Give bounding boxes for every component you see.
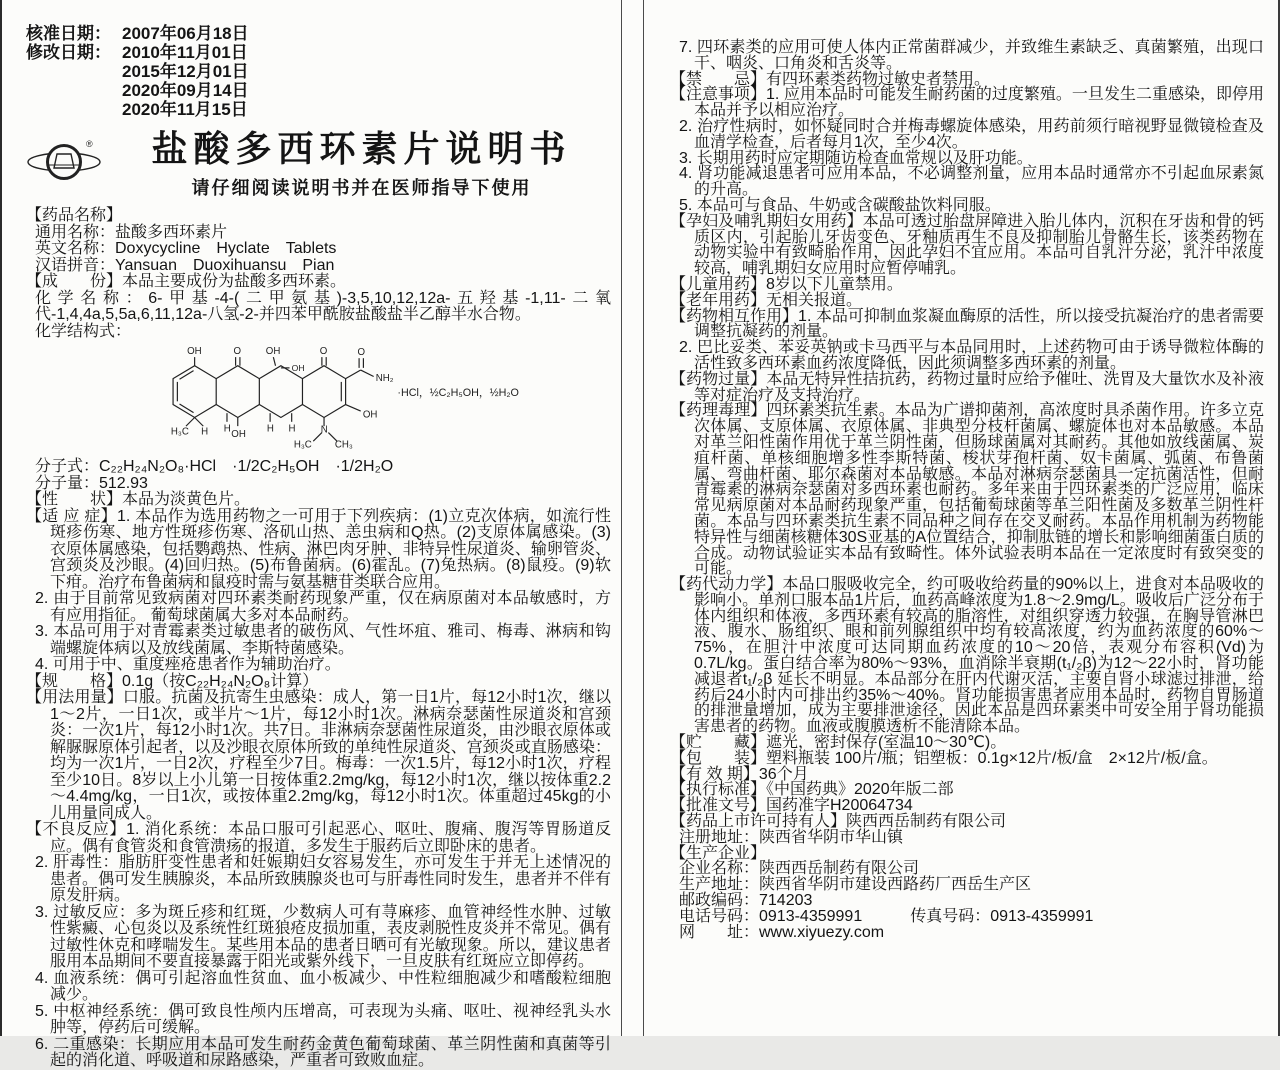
paragraph: 通用名称：盐酸多西环素片 <box>35 223 228 241</box>
paragraph: 【药物相互作用】1. 本品可抑制血浆凝血酶原的活性，所以接受抗凝治疗的患者需要调整抗凝药的剂量。 <box>670 307 1264 341</box>
paragraph: 6. 二重感染：长期应用本品可发生耐药金黄色葡萄球菌、革兰阴性菌和真菌等引起的消化道、呼吸道和尿路感染，严重者可致败血症。 <box>35 1035 611 1069</box>
atom-label: OH <box>265 345 281 357</box>
paragraph: 3. 长期用药时应定期随访检查血常规以及肝功能。 <box>679 149 1033 167</box>
paragraph: 2. 由于目前常见致病菌对四环素类耐药现象严重，仅在病原菌对本品敏感时，方有应用指征。 葡萄球菌属大多对本品耐药。 <box>35 590 611 624</box>
paragraph: 【孕妇及哺乳期妇女用药】本品可透过胎盘屏障进入胎儿体内，沉积在牙齿和骨的钙质区内，引起胎儿牙齿变色、牙釉质再生不良及抑制胎儿骨骼生长，该类药物在动物实验中有致畸胎作用，因此孕妇不宜应用。本品可自乳汁分泌，乳汁中浓度较高，哺乳期妇女应用时应暂停哺乳。 <box>670 212 1264 278</box>
revision-label: 修改日期： <box>26 43 111 62</box>
right-body <box>670 40 1264 940</box>
paragraph: 【有 效 期】36个月 <box>670 765 809 783</box>
atom-label: OH <box>187 345 202 357</box>
paragraph: 【老年用药】无相关报道。 <box>670 291 863 309</box>
paragraph: 注册地址：陕西省华阴市华山镇 <box>679 828 904 846</box>
paragraph: 【不良反应】1. 消化系统：本品口服可引起恶心、呕吐、腹痛、腹泻等胃肠道反应。偶有食管炎和食管溃疡的报道，多发生于服药后立即卧床的患者。 <box>26 821 611 855</box>
paragraph: 汉语拼音：Yansuan Duoxihuansu Pian <box>35 256 335 274</box>
paragraph: 【儿童用药】8岁以下儿童禁用。 <box>670 275 903 293</box>
revision-values <box>122 43 249 119</box>
atom-label: NH₂ <box>375 372 394 384</box>
revision-value: 2015年12月01日 <box>122 62 249 81</box>
paragraph: 化学名称：6-甲基-4-(二甲氨基)-3,5,10,12,12a-五羟基-1,11-二氧代-1,4,4a,5,5a,6,11,12a-八氢-2-并四苯甲酰胺盐酸盐半乙醇半水合物。 <box>35 289 611 323</box>
revision-value: 2020年09月14日 <box>122 81 249 100</box>
approval-date-row <box>26 24 611 43</box>
atom-label: OH <box>362 409 378 421</box>
paragraph: 【批准文号】国药准字H20064734 <box>670 797 913 815</box>
atom-label: N <box>320 424 328 436</box>
paragraph: 【包 装】塑料瓶装 100片/瓶；铝塑板：0.1g×12片/板/盒 2×12片/板/盒。 <box>670 749 1218 767</box>
paragraph: 【规 格】0.1g（按C₂₂H₂₄N₂O₈计算） <box>26 672 319 690</box>
revision-date-row <box>26 43 611 119</box>
paragraph: 【生产企业】 <box>670 844 767 862</box>
paragraph: 【注意事项】1. 应用本品时可能发生耐药菌的过度繁殖。一旦发生二重感染，即停用本品并予以相应治疗。 <box>670 86 1264 120</box>
paragraph: 【用法用量】口服。抗菌及抗寄生虫感染：成人，第一日1片，每12小时1次，继以1～2片，一日1次，或半片～1片，每12小时1次。淋病奈瑟菌性尿道炎和宫颈炎：一次1片，每12小时1次。共7日。非淋病奈瑟菌性尿道炎，由沙眼衣原体或解脲脲原体引起者，以及沙眼衣原体所致的单纯性尿道炎、宫颈炎或直肠感染：均为一次1片，一日2次，疗程至少7日。梅毒：一次1.5片，每12小时1次，疗程至少10日。8岁以上小儿第一日按体重2.2mg/kg，每12小时1次，继以按体重2.2～4.4mg/kg，一日1次，或按体重2.2mg/kg，每12小时1次。体重超过45kg的小儿用量同成人。 <box>26 689 611 822</box>
paragraph: 3. 过敏反应：多为斑丘疹和红斑，少数病人可有荨麻疹、血管神经性水肿、过敏性紫癜、心包炎以及系统性红斑狼疮皮损加重，表皮剥脱性皮炎并不常见。偶有过敏性休克和哮喘发生。某些用本品的患者日晒可有光敏现象。所以，建议患者服用本品期间不要直接暴露于阳光或紫外线下，一旦皮肤有红斑应立即停药。 <box>35 903 611 970</box>
paragraph: 分子量：512.93 <box>35 474 148 492</box>
atom-label: H₃C <box>293 439 312 451</box>
atom-label: H₃C <box>170 426 189 438</box>
atom-label: O <box>233 345 241 357</box>
paragraph: 2. 肝毒性：脂肪肝变性患者和妊娠期妇女容易发生，亦可发生于并无上述情况的患者。偶可发生胰腺炎，本品所致胰腺炎也可与肝毒性同时发生，患者并不伴有原发肝病。 <box>35 854 611 904</box>
paragraph: 4. 血液系统：偶可引起溶血性贫血、血小板减少、中性粒细胞减少和嗜酸粒细胞减少。 <box>35 969 611 1003</box>
paragraph: 5. 中枢神经系统：偶可致良性颅内压增高，可表现为头痛、呕吐、视神经乳头水肿等，停药后可缓解。 <box>35 1002 611 1036</box>
atom-label: H <box>201 426 209 438</box>
paragraph: 【药物过量】本品无特异性拮抗药，药物过量时应给予催吐、洗胃及大量饮水及补液等对症治疗及支持治疗。 <box>670 370 1264 404</box>
paragraph: 【药品名称】 <box>26 207 123 224</box>
paragraph: 企业名称：陕西西岳制药有限公司 <box>679 860 920 878</box>
approval-dates <box>26 24 611 119</box>
page-gutter <box>622 0 643 1036</box>
paragraph: 化学结构式： <box>35 322 132 340</box>
page-subtitle: 请仔细阅读说明书并在医师指导下使用 <box>191 178 532 198</box>
paragraph: 分子式：C₂₂H₂₄N₂O₈·HCl ·1/2C₂H₅OH ·1/2H₂O <box>35 458 394 475</box>
paragraph: 【适 应 症】1. 本品作为选用药物之一可用于下列疾病：(1)立克次体病，如流行性斑疹伤寒、地方性斑疹伤寒、洛矶山热、恙虫病和Q热。(2)支原体属感染。(3)衣原体属感染，包括鹦鹉热、性病、淋巴肉牙肿、非特异性尿道炎、输卵管炎、宫颈炎及沙眼。(4)回归热。(5)布鲁菌病。(6)霍乱。(7)兔热病。(8)鼠疫。(9)软下疳。治疗布鲁菌病和鼠疫时需与氨基糖苷类联合应用。 <box>26 507 611 591</box>
paragraph: 【执行标准】《中国药典》2020年版二部 <box>670 781 954 799</box>
paragraph: 【性 状】本品为淡黄色片。 <box>26 491 251 508</box>
paragraph: 【成 份】本品主要成份为盐酸多西环素。 <box>26 273 347 290</box>
page-right <box>643 0 1280 1036</box>
paragraph: 邮政编码：714203 <box>679 892 813 910</box>
page-left <box>0 0 622 1069</box>
atom-label: H <box>288 423 296 435</box>
paragraph: 【药品上市许可持有人】陕西西岳制药有限公司 <box>670 813 1007 831</box>
chemical-structure-diagram <box>156 342 611 457</box>
left-body-bottom <box>26 459 611 1070</box>
revision-value: 2020年11月15日 <box>122 100 248 119</box>
paragraph: 【药代动力学】本品口服吸收完全，约可吸收给药量的90%以上，进食对本品吸收的影响小。单剂口服本品1片后，血药高峰浓度为1.8～2.9mg/L。吸收后广泛分布于体内组织和体液，多西环素有较高的脂溶性，对组织穿透力较强，在胸导管淋巴液、腹水、肠组织、眼和前列腺组织中均有较高浓度，约为血药浓度的60%～75%，在胆汁中浓度可达同期血药浓度的10～20倍，表观分布容积(Vd)为0.7L/kg。蛋白结合率为80%～93%，血消除半衰期(t₁/₂β)为12～22小时，肾功能减退者t₁/₂β 延长不明显。本品部分在肝内代谢灭活，主要自肾小球滤过排泄，给药后24小时内可排出约35%～40%。肾功能损害患者应用本品时，药物自胃肠道的排泄量增加，成为主要排泄途径，因此本品是四环素类中可安全用于肾功能损害患者的药物。血液或腹膜透析不能清除本品。 <box>670 576 1264 736</box>
revision-value: 2010年11月01日 <box>122 43 248 62</box>
left-body-top <box>26 208 611 340</box>
registered-mark: ® <box>86 139 93 149</box>
title-row <box>26 127 611 200</box>
paragraph: 生产地址：陕西省华阴市建设西路药厂西岳生产区 <box>679 876 1032 894</box>
approval-label: 核准日期： <box>26 24 111 43</box>
paragraph: 电话号码：0913-4359991 传真号码：0913-4359991 <box>679 907 1094 925</box>
tetracycline-structure-icon <box>156 342 546 452</box>
atom-label: O <box>357 346 366 358</box>
saturn-logo-icon <box>26 135 108 187</box>
title-block <box>112 127 611 200</box>
paragraph: 【药理毒理】四环素类抗生素。本品为广谱抑菌剂，高浓度时具杀菌作用。许多立克次体属、支原体属、衣原体属、非典型分枝杆菌属、螺旋体也对本品敏感。本品对革兰阳性菌作用优于革兰阴性菌，但肠球菌属对其耐药。其他如放线菌属、炭疽杆菌、单核细胞增多性李斯特菌、梭状芽孢杆菌、奴卡菌属、弧菌、布鲁菌属、弯曲杆菌、耶尔森菌对本品敏感。本品对淋病奈瑟菌具一定抗菌活性，但耐青霉素的淋病奈瑟菌对多西环素也耐药。多年来由于四环素类的广泛应用，临床常见病原菌对本品耐药现象严重，包括葡萄球菌等革兰阳性菌及多数革兰阴性杆菌。本品与四环素类抗生素不同品种之间存在交叉耐药。本品作用机制为药物能特异性与细菌核糖体30S亚基的A位置结合，抑制肽链的增长和影响细菌蛋白质的合成。动物试验证实本品有致畸性。体外试验表明本品在一定浓度时有致突变的可能。 <box>670 402 1264 578</box>
paragraph: 2. 巴比妥类、苯妥英钠或卡马西平与本品同用时，上述药物可由于诱导微粒体酶的活性致多西环素血药浓度降低，因此须调整多西环素的剂量。 <box>679 339 1264 372</box>
paragraph: 2. 治疗性病时，如怀疑同时合并梅毒螺旋体感染，用药前须行暗视野显微镜检查及血清学检查，后者每月1次，至少4次。 <box>679 117 1264 151</box>
xiyue-brand-logo <box>26 135 112 192</box>
atom-label: H <box>266 423 274 435</box>
paragraph: 网 址：www.xiyuezy.com <box>679 923 885 941</box>
atom-label: OH <box>291 363 305 374</box>
paragraph: 3. 本品可用于对青霉素类过敏患者的破伤风、气性坏疽、雅司、梅毒、淋病和钩端螺旋体病以及放线菌属、李斯特菌感染。 <box>35 623 611 657</box>
atom-label: O <box>319 345 328 357</box>
paragraph: 【禁 忌】有四环素类药物过敏史者禁用。 <box>670 70 991 88</box>
paragraph: 5. 本品可与食品、牛奶或含碳酸盐饮料同服。 <box>679 196 1001 214</box>
atom-label: H <box>223 423 231 435</box>
approval-value: 2007年06月18日 <box>122 24 249 43</box>
atom-label: OH <box>231 428 246 440</box>
atom-label: CH₃ <box>334 439 353 451</box>
page-title: 盐酸多西环素片说明书 <box>151 128 572 169</box>
paragraph: 4. 可用于中、重度痤疮患者作为辅助治疗。 <box>35 656 341 673</box>
paragraph: 英文名称：Doxycycline Hyclate Tablets <box>35 240 337 257</box>
paragraph: 4. 肾功能减退患者可应用本品，不必调整剂量，应用本品时通常亦不引起血尿素氮的升高。 <box>679 165 1264 199</box>
paragraph: 【贮 藏】遮光，密封保存(室温10～30℃)。 <box>670 734 1007 752</box>
paragraph: 7. 四环素类的应用可使人体内正常菌群减少，并致维生素缺乏、真菌繁殖，出现口干、咽炎、口角炎和舌炎等。 <box>679 39 1264 72</box>
salt-formula: ·HCl，½C₂H₅OH，½H₂O <box>397 386 519 399</box>
